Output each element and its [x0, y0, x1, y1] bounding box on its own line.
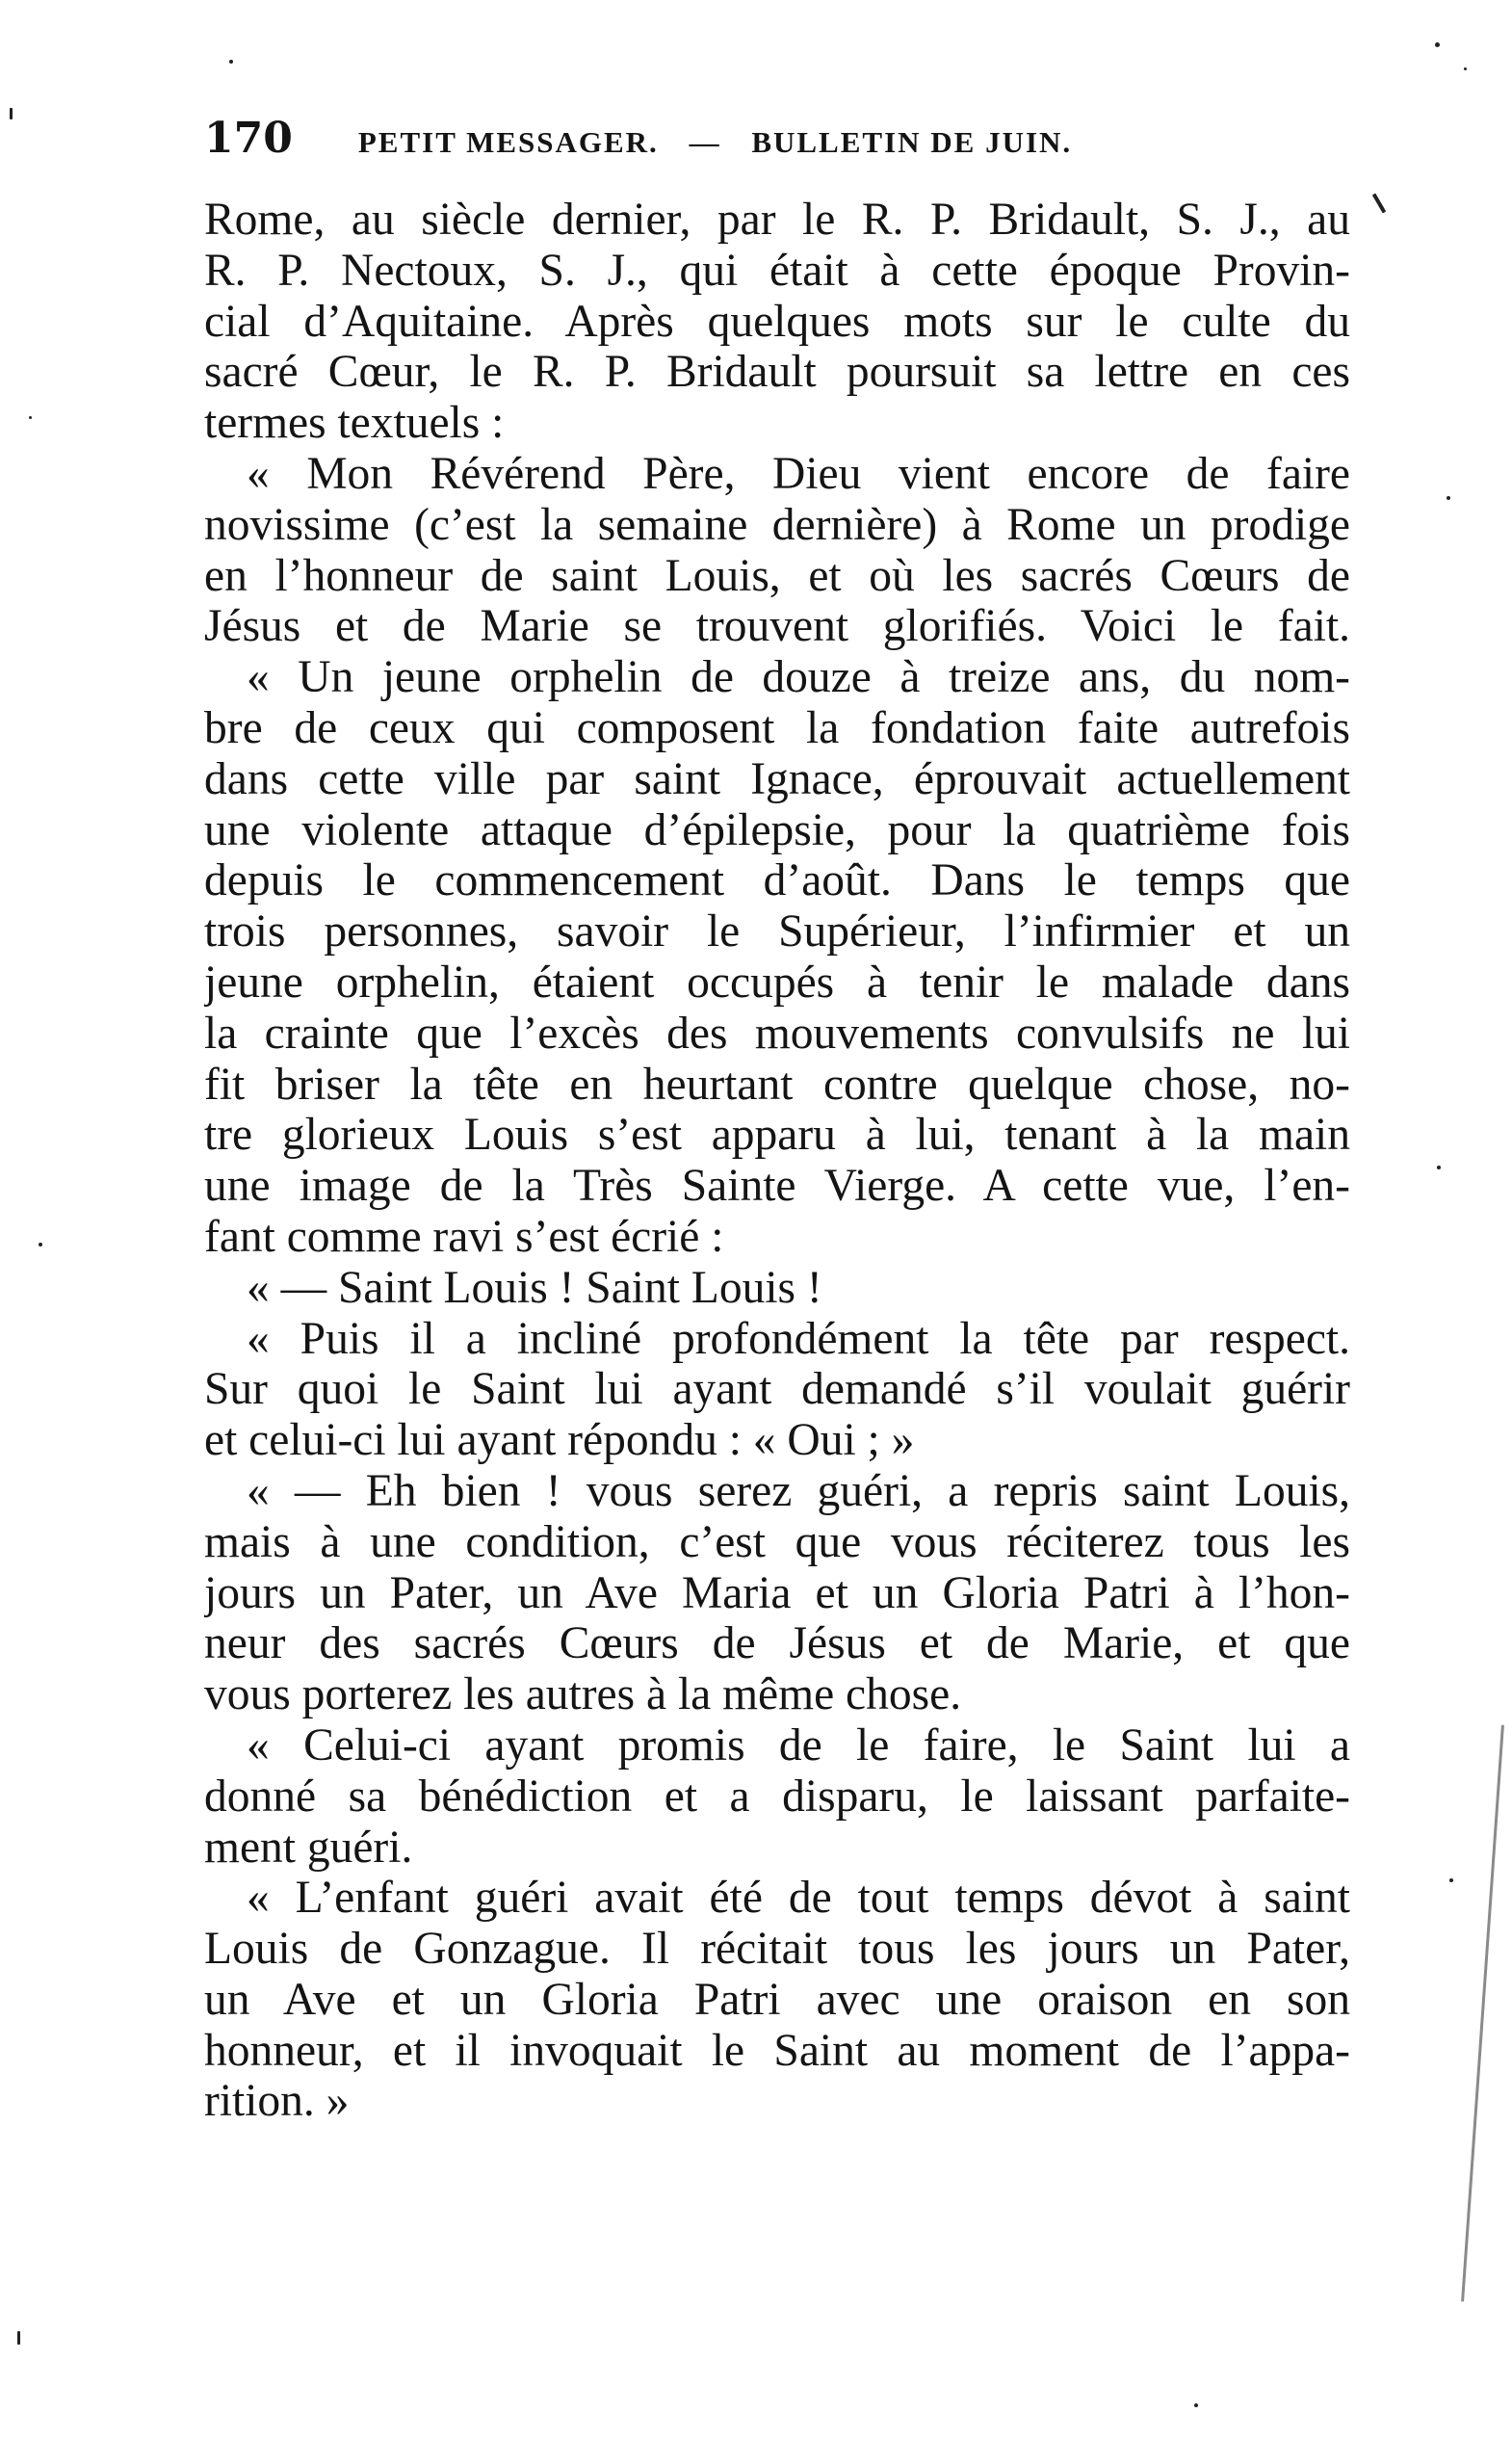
text-line: jeune orphelin, étaient occupés à tenir le malade dans — [204, 957, 1350, 1008]
text-line: honneur, et il invoquait le Saint au moment de l’appa- — [204, 2025, 1350, 2076]
text-line: jours un Pater, un Ave Maria et un Gloria Patri à l’hon- — [204, 1567, 1350, 1618]
text-line: trois personnes, savoir le Supérieur, l’infirmier et un — [204, 906, 1350, 958]
text-line: Louis de Gonzague. Il récitait tous les jours un Pater, — [204, 1924, 1350, 1975]
text-line: fit briser la tête en heurtant contre quelque chose, no- — [204, 1059, 1350, 1110]
text-line: termes textuels : — [204, 398, 505, 449]
text-line: une image de la Très Sainte Vierge. A cette vue, l’en- — [204, 1161, 1350, 1212]
text-line: vous porterez les autres à la même chose. — [204, 1669, 962, 1720]
page-number: 170 — [204, 114, 293, 163]
text-line: tre glorieux Louis s’est apparu à lui, tenant à la main — [204, 1110, 1350, 1161]
scan-speck — [39, 1243, 42, 1246]
text-line: sacré Cœur, le R. P. Bridault poursuit sa lettre en ces — [204, 347, 1350, 398]
text-line: Jésus et de Marie se trouvent glorifiés. Voici le fait. — [204, 601, 1350, 652]
body-text — [204, 195, 1350, 2127]
text-line: rition. » — [204, 2076, 350, 2127]
scan-speck — [29, 416, 32, 419]
text-line: « Celui-ci ayant promis de le faire, le Saint lui a — [247, 1719, 1350, 1771]
text-line: dans cette ville par saint Ignace, éprouvait actuellement — [204, 753, 1350, 804]
text-line: neur des sacrés Cœurs de Jésus et de Marie, et que — [204, 1618, 1350, 1669]
text-line: et celui-ci lui ayant répondu : « Oui ; » — [204, 1415, 915, 1466]
text-line: Sur quoi le Saint lui ayant demandé s’il voulait guérir — [204, 1364, 1350, 1415]
text-line: bre de ceux qui composent la fondation faite autrefois — [204, 702, 1350, 753]
text-line: depuis le commencement d’août. Dans le temps que — [204, 855, 1350, 906]
text-line: Rome, au siècle dernier, par le R. P. Bridault, S. J., au — [204, 195, 1350, 245]
running-title-left: PETIT MESSAGER. — [357, 125, 659, 159]
text-line: « Puis il a incliné profondément la tête par respect. — [247, 1313, 1350, 1364]
scan-speck — [1449, 1878, 1453, 1882]
text-line: novissime (c’est la semaine dernière) à Rome un prodige — [204, 499, 1350, 550]
scan-speck — [1194, 2403, 1198, 2407]
text-line: une violente attaque d’épilepsie, pour la quatrième fois — [204, 804, 1350, 855]
text-line: en l’honneur de saint Louis, et où les sacrés Cœurs de — [204, 550, 1350, 601]
text-line: la crainte que l’excès des mouvements convulsifs ne lui — [204, 1008, 1350, 1059]
text-line: « Mon Révérend Père, Dieu vient encore de faire — [247, 448, 1350, 499]
scan-speck — [1372, 193, 1386, 213]
text-line: donné sa bénédiction et a disparu, le laissant parfaite- — [204, 1771, 1350, 1822]
text-line: cial d’Aquitaine. Après quelques mots sur le culte du — [204, 296, 1350, 347]
scan-speck — [1447, 496, 1450, 500]
scan-speck — [229, 60, 233, 64]
text-line: « — Saint Louis ! Saint Louis ! — [247, 1262, 822, 1313]
running-title — [358, 125, 1072, 160]
scan-speck — [1464, 67, 1467, 70]
text-line: ment guéri. — [204, 1822, 413, 1873]
scan-speck — [10, 108, 13, 119]
text-line: fant comme ravi s’est écrié : — [204, 1211, 724, 1262]
text-line: « Un jeune orphelin de douze à treize ans, du nom- — [247, 652, 1350, 703]
scan-speck — [17, 2331, 20, 2345]
scan-speck — [1435, 42, 1440, 47]
running-title-dash: — — [689, 125, 721, 159]
text-line: mais à une condition, c’est que vous réciterez tous les — [204, 1516, 1350, 1567]
text-line: « — Eh bien ! vous serez guéri, a repris saint Louis, — [247, 1465, 1350, 1516]
text-line: R. P. Nectoux, S. J., qui était à cette époque Provin- — [204, 245, 1350, 296]
running-title-right: BULLETIN DE JUIN. — [751, 125, 1073, 159]
running-header — [204, 114, 1206, 163]
text-line: « L’enfant guéri avait été de tout temps dévot à saint — [247, 1873, 1350, 1924]
page-edge-shadow — [1461, 1725, 1504, 2302]
scan-speck — [1437, 1166, 1441, 1169]
text-line: un Ave et un Gloria Patri avec une oraison en son — [204, 1974, 1350, 2025]
